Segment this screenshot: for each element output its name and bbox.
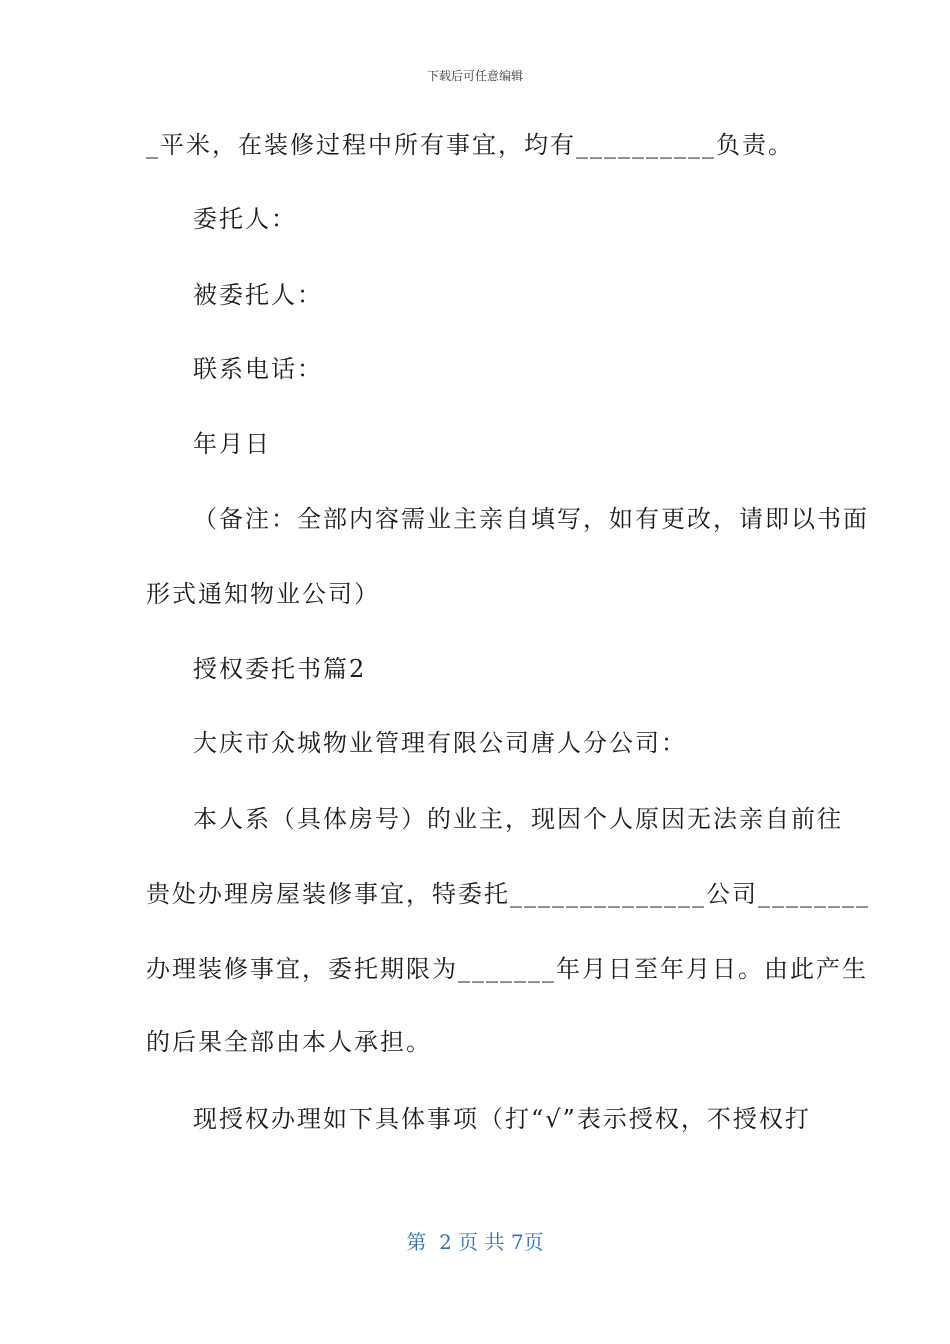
body-line-4: 联系电话： bbox=[193, 355, 323, 383]
body-line-7: 形式通知物业公司） bbox=[146, 580, 380, 608]
header-note: 下载后可任意编辑 bbox=[426, 69, 523, 83]
body-line-6: （备注：全部内容需业主亲自填写，如有更改，请即以书面 bbox=[193, 505, 869, 533]
body-line-9: 大庆市众城物业管理有限公司唐人分公司： bbox=[193, 729, 687, 757]
body-line-10: 本人系（具体房号）的业主，现因个人原因无法亲自前往 bbox=[193, 805, 843, 833]
body-line-14: 现授权办理如下具体事项（打“√”表示授权，不授权打 bbox=[193, 1105, 811, 1133]
body-line-3: 被委托人： bbox=[193, 281, 323, 309]
body-line-1: _平米，在装修过程中所有事宜，均有__________负责。 bbox=[146, 131, 794, 159]
body-line-13: 的后果全部由本人承担。 bbox=[146, 1028, 432, 1056]
body-line-2: 委托人： bbox=[193, 205, 297, 233]
section-title: 授权委托书篇2 bbox=[193, 655, 367, 683]
body-line-11: 贵处办理房屋装修事宜，特委托______________公司________ bbox=[146, 880, 870, 908]
body-line-5: 年月日 bbox=[193, 430, 271, 458]
page-number: 第 2 页 共 7页 bbox=[406, 1230, 544, 1254]
body-line-12: 办理装修事宜，委托期限为_______年月日至年月日。由此产生 bbox=[146, 955, 868, 983]
